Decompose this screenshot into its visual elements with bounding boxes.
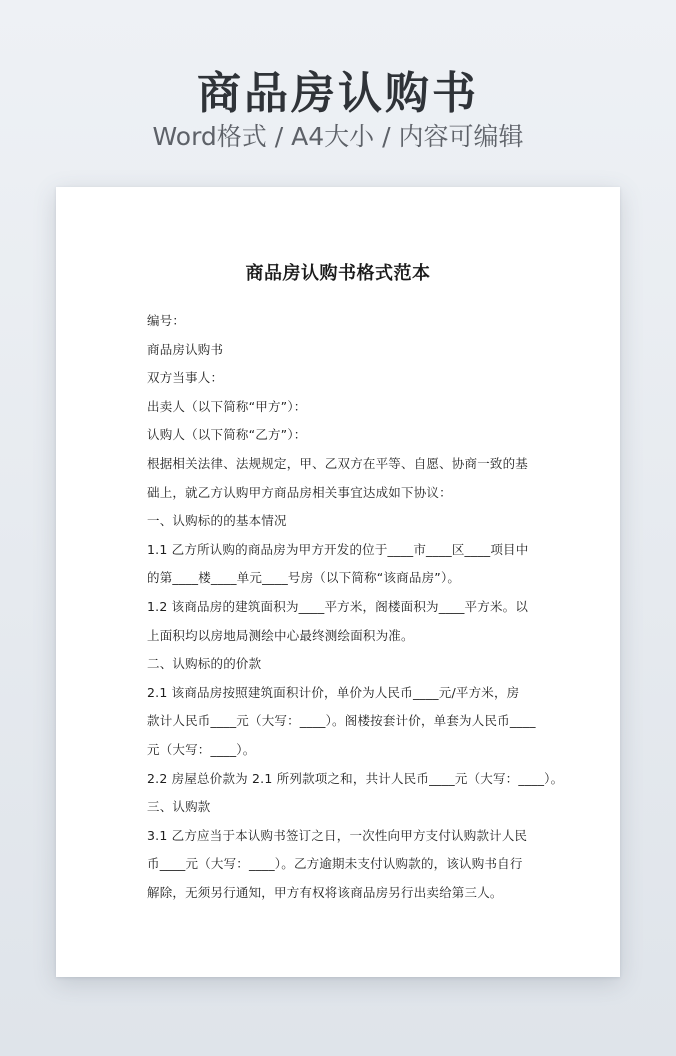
doc-clause-3-1-c: 解除，无须另行通知，甲方有权将该商品房另行出卖给第三人。 — [147, 884, 503, 900]
doc-clause-3-1-b: 币____元（大写：____）。乙方逾期未支付认购款的，该认购书自行 — [147, 856, 523, 872]
doc-line-preamble-2: 础上，就乙方认购甲方商品房相关事宜达成如下协议： — [147, 484, 452, 500]
doc-line-number: 编号： — [147, 313, 186, 328]
doc-clause-2-2: 2.2 房屋总价款为 2.1 所列款项之和，共计人民币____元（大写：____）。 — [147, 770, 564, 786]
doc-clause-1-1-b: 的第____楼____单元____号房（以下简称“该商品房”）。 — [147, 570, 461, 586]
doc-line-buyer: 认购人（以下简称“乙方”）： — [147, 427, 307, 443]
document-body — [147, 307, 564, 907]
doc-clause-1-2-b: 上面积均以房地局测绘中心最终测绘面积为准。 — [147, 627, 414, 643]
doc-line-heading: 商品房认购书 — [147, 341, 224, 357]
doc-clause-3-1-a: 3.1 乙方应当于本认购书签订之日，一次性向甲方支付认购款计人民 — [147, 827, 528, 843]
doc-clause-2-1-b: 款计人民币____元（大写：____）。阁楼按套计价，单套为人民币____ — [147, 713, 536, 729]
doc-line-seller: 出卖人（以下简称“甲方”）： — [147, 398, 307, 414]
document-title: 商品房认购书格式范本 — [245, 263, 431, 284]
doc-clause-2-1-c: 元（大写：____）。 — [147, 741, 256, 757]
doc-line-parties: 双方当事人： — [147, 370, 224, 386]
banner-title: 商品房认购书 — [197, 68, 479, 119]
doc-clause-1-2-a: 1.2 该商品房的建筑面积为____平方米，阁楼面积为____平方米。以 — [147, 598, 529, 614]
doc-clause-2-1-a: 2.1 该商品房按照建筑面积计价，单价为人民币____元/平方米，房 — [147, 684, 520, 700]
doc-section-2-heading: 二、认购标的的价款 — [147, 656, 262, 672]
banner-subtitle: Word格式 / A4大小 / 内容可编辑 — [152, 122, 524, 151]
document-page — [56, 187, 620, 977]
doc-clause-1-1-a: 1.1 乙方所认购的商品房为甲方开发的位于____市____区____项目中 — [147, 541, 529, 557]
doc-section-3-heading: 三、认购款 — [147, 799, 211, 815]
doc-section-1-heading: 一、认购标的的基本情况 — [147, 513, 287, 529]
doc-line-preamble-1: 根据相关法律、法规规定，甲、乙双方在平等、自愿、协商一致的基 — [147, 455, 529, 471]
